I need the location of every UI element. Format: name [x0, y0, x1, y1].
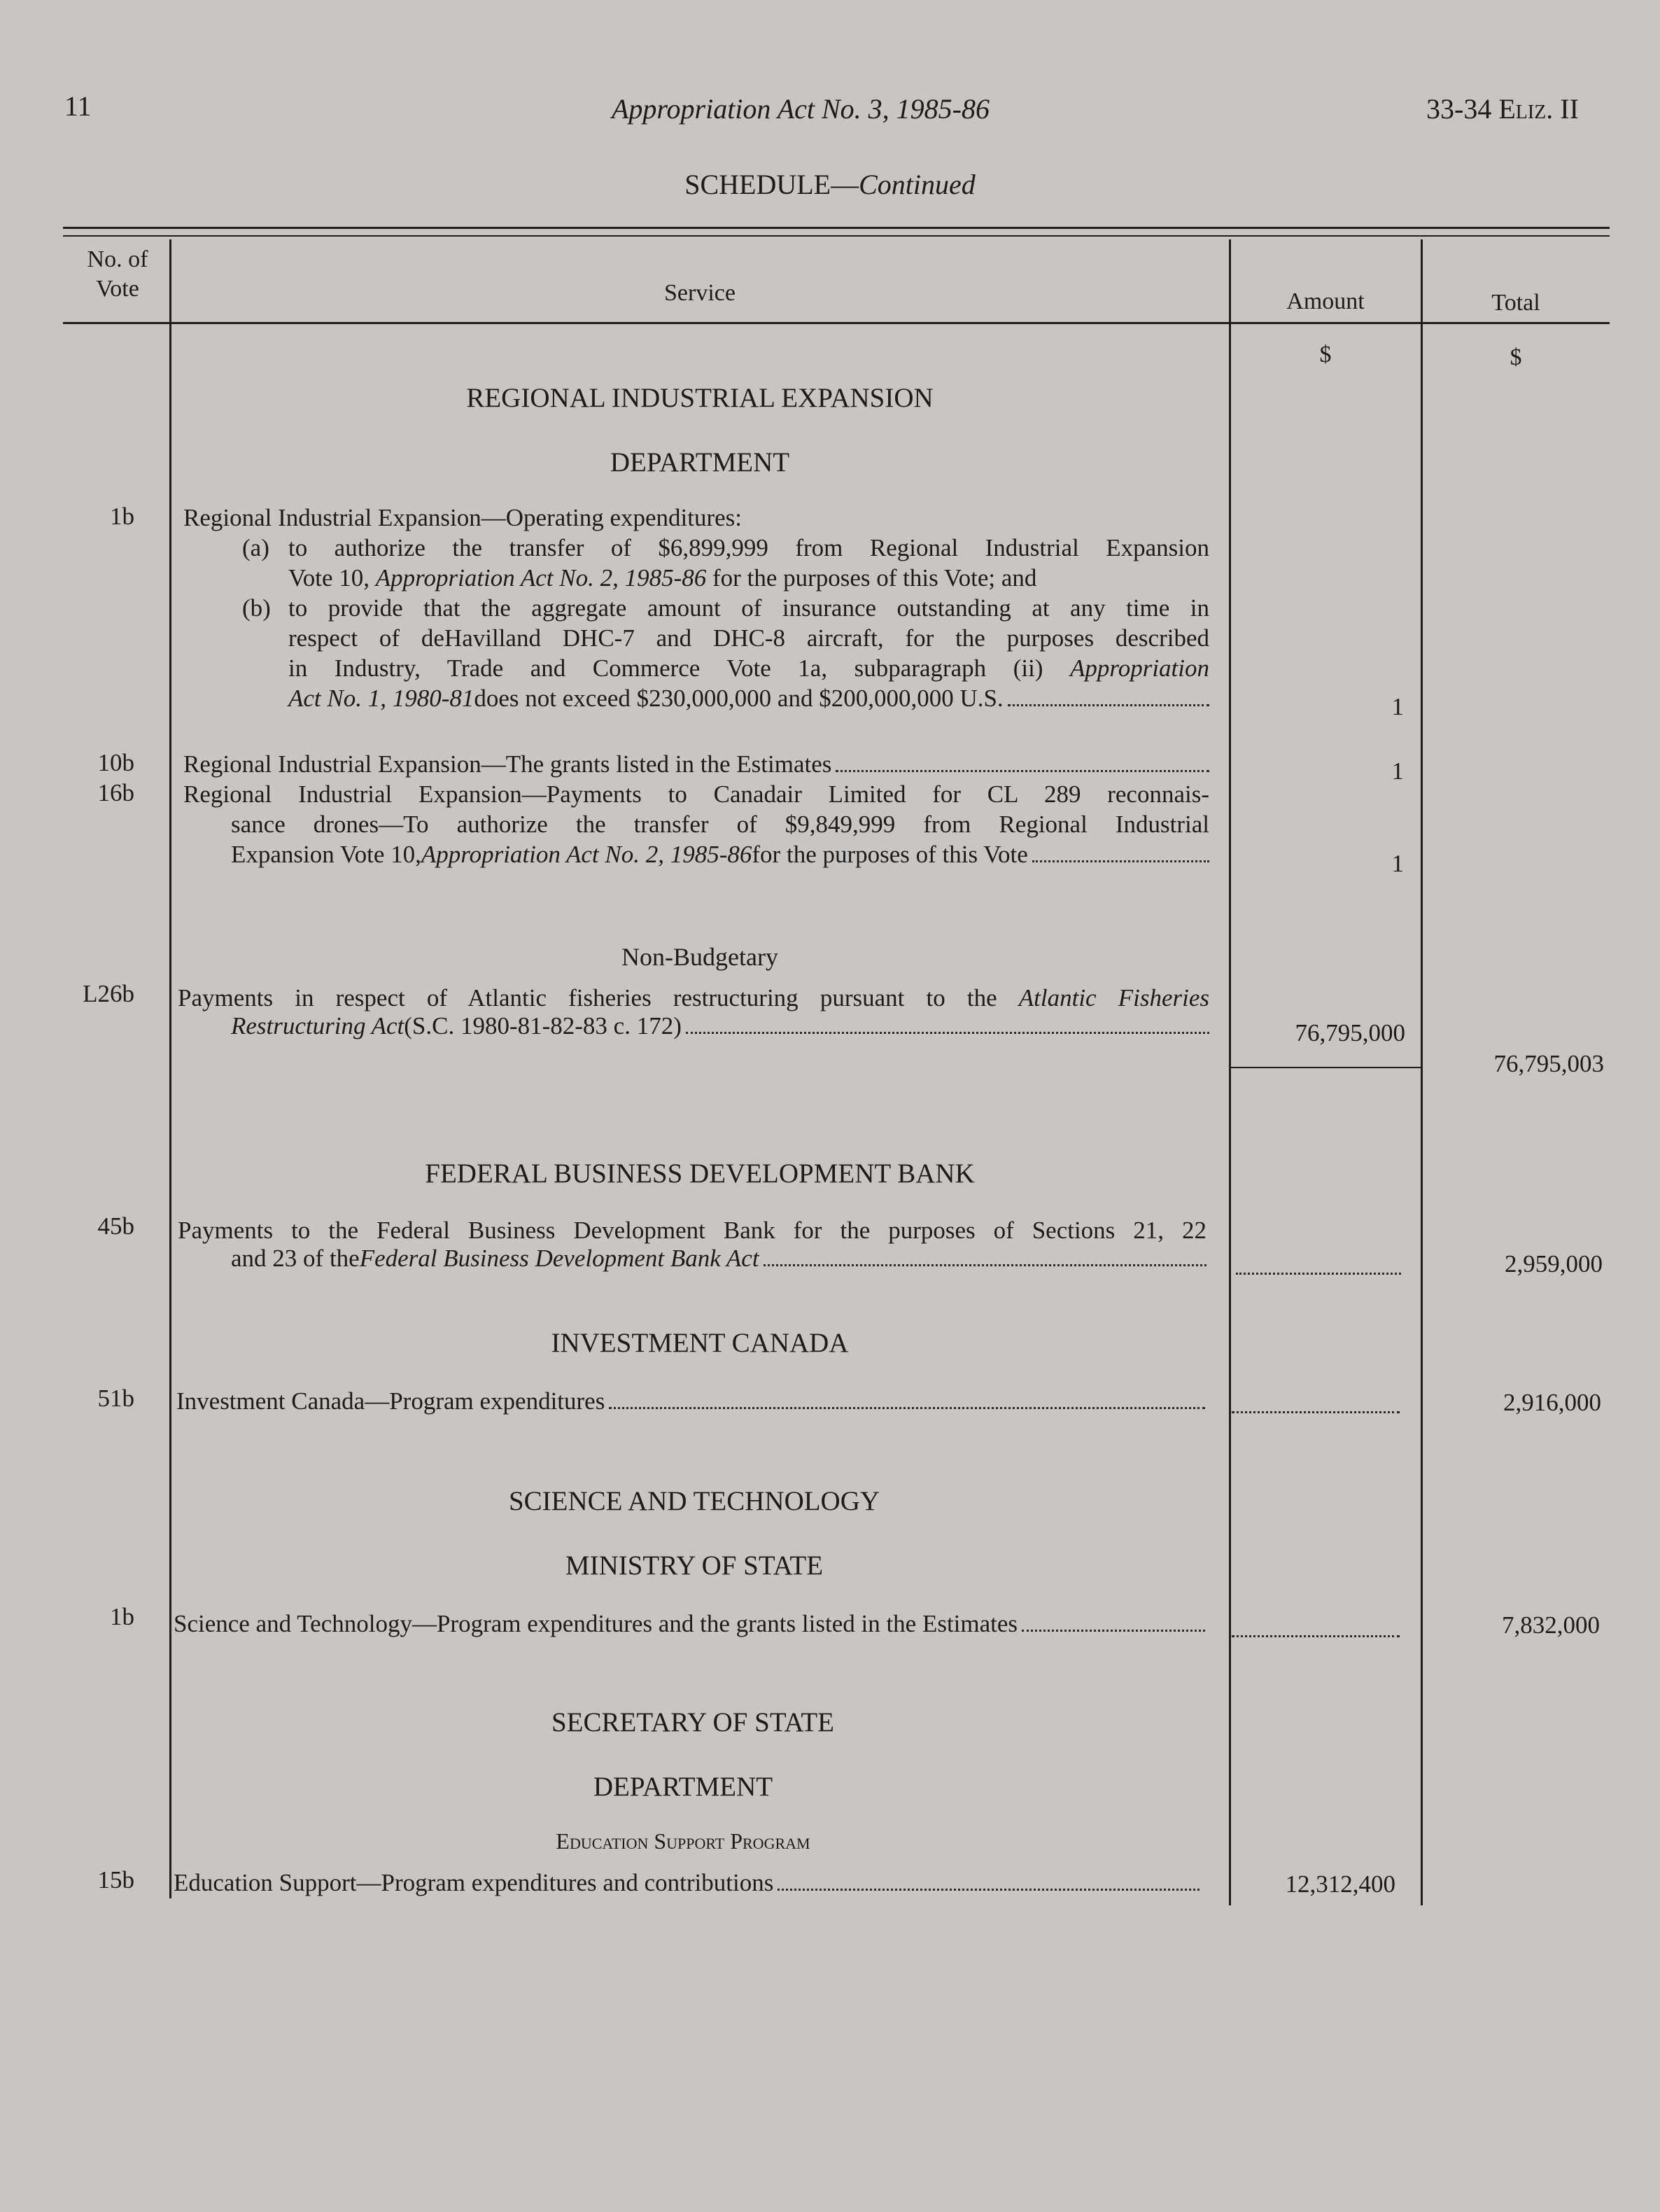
vote-number-l26b: L26b: [83, 980, 134, 1007]
column-header-amount: Amount: [1286, 288, 1365, 314]
dot-leader: [836, 762, 1209, 772]
regnal-year-sc: Eliz. II: [1498, 93, 1579, 125]
table-top-rule: [63, 227, 1610, 229]
total-currency: $: [1510, 344, 1522, 370]
entry-l26b-total: 76,795,003: [1493, 1050, 1604, 1077]
entry-1b-a-line2: [288, 563, 1036, 593]
entry-l26b-line2: [231, 1011, 1209, 1041]
column-header-total: Total: [1491, 290, 1540, 316]
entry-51b-label: Investment Canada—Program expenditures: [176, 1387, 605, 1415]
entry-16b-line1: Regional Industrial Expansion—Payments to Canadair Limited for CL 289 reconnais-: [183, 780, 1209, 808]
section-heading-science-technology: SCIENCE AND TECHNOLOGY: [508, 1486, 880, 1516]
vote-number-1b: 1b: [110, 503, 134, 530]
section-subheading-sos-department: DEPARTMENT: [593, 1772, 773, 1802]
entry-st-1b-text: [174, 1609, 1205, 1639]
amount-currency: $: [1319, 342, 1332, 368]
vote-number-45b: 45b: [97, 1212, 134, 1240]
section-heading-secretary-of-state: SECRETARY OF STATE: [551, 1707, 835, 1737]
regnal-year-prefix: 33-34: [1426, 93, 1499, 125]
section-heading-investment-canada: INVESTMENT CANADA: [551, 1328, 849, 1358]
entry-1b-b-line4-post: does not exceed $230,000,000 and $200,000,000 U.S.: [474, 685, 1004, 712]
table-header-rule: [63, 322, 1610, 324]
schedule-label: SCHEDULE—: [684, 169, 859, 200]
entry-st-1b-total: 7,832,000: [1502, 1611, 1600, 1639]
schedule-continued: Continued: [859, 169, 976, 200]
entry-1b-line1: Regional Industrial Expansion—Operating expenditures:: [183, 504, 743, 531]
entry-51b-amount-dots: [1232, 1403, 1400, 1413]
entry-l26b-line1-pre: Payments in respect of Atlantic fisheries restructuring pursuant to the: [178, 984, 1019, 1011]
entry-16b-line3: [231, 839, 1209, 869]
subtotal-rule: [1229, 1067, 1422, 1068]
entry-1b-b-line1: to provide that the aggregate amount of insurance outstanding at any time in: [288, 594, 1209, 622]
entry-1b-a-line2-post: for the purposes of this Vote; and: [706, 564, 1037, 592]
entry-15b-amount: 12,312,400: [1285, 1870, 1395, 1898]
entry-l26b-line1-italic: Atlantic Fisheries: [1018, 984, 1209, 1011]
entry-16b-line3-italic: Appropriation Act No. 2, 1985-86: [421, 841, 752, 868]
entry-1b-b-line3: [288, 653, 1209, 683]
vote-column-divider: [169, 239, 171, 1898]
entry-1b-a-line2-italic: Appropriation Act No. 2, 1985-86: [375, 564, 707, 592]
entry-1b-b-line2: respect of deHavilland DHC-7 and DHC-8 aircraft, for the purposes described: [288, 624, 1209, 652]
entry-15b-label: Education Support—Program expenditures and contributions: [174, 1869, 774, 1896]
column-header-vote: [69, 245, 167, 304]
entry-st-1b-label: Science and Technology—Program expenditures and the grants listed in the Estimates: [174, 1610, 1018, 1637]
section-heading-rie: REGIONAL INDUSTRIAL EXPANSION: [466, 383, 934, 413]
vote-number-st-1b: 1b: [110, 1603, 134, 1630]
entry-45b-total: 2,959,000: [1505, 1250, 1603, 1278]
page-number: 11: [64, 90, 92, 122]
entry-10b-text: [183, 749, 1209, 779]
vote-number-10b: 10b: [97, 749, 134, 776]
regnal-year: [1426, 92, 1579, 125]
amount-column-divider: [1229, 239, 1231, 1905]
act-title: Appropriation Act No. 3, 1985-86: [612, 93, 990, 125]
column-header-vote-line1: No. of: [87, 246, 148, 272]
entry-16b-line3-pre: Expansion Vote 10,: [231, 841, 421, 868]
dot-leader: [1032, 852, 1209, 862]
entry-10b-label: Regional Industrial Expansion—The grants listed in the Estimates: [183, 750, 832, 778]
dot-leader: [1022, 1621, 1205, 1632]
entry-16b-line3-post: for the purposes of this Vote: [752, 841, 1028, 868]
vote-number-51b: 51b: [97, 1385, 134, 1412]
entry-1b-a-line1: to authorize the transfer of $6,899,999 from Regional Industrial Expansion: [288, 534, 1209, 561]
entry-10b-amount: 1: [1391, 757, 1404, 785]
vote-number-15b: 15b: [97, 1866, 134, 1893]
dot-leader: [778, 1880, 1200, 1891]
entry-51b-total: 2,916,000: [1503, 1389, 1601, 1416]
entry-1b-b-line4-italic: Act No. 1, 1980-81: [288, 685, 474, 712]
dot-leader: [609, 1399, 1205, 1409]
entry-15b-text: [174, 1868, 1200, 1898]
entry-1b-a-line2-pre: Vote 10,: [288, 564, 376, 592]
dot-leader: [1008, 696, 1209, 706]
section-subheading-ministry-of-state: MINISTRY OF STATE: [565, 1550, 824, 1581]
entry-l26b-line2-post: (S.C. 1980-81-82-83 c. 172): [404, 1012, 682, 1040]
section-subheading-rie-department: DEPARTMENT: [610, 447, 790, 477]
entry-1b-b-label: (b): [242, 594, 271, 622]
entry-45b-line1: Payments to the Federal Business Development Bank for the purposes of Sections 21, 22: [178, 1217, 1207, 1244]
entry-1b-b-line3-italic: Appropriation: [1070, 654, 1209, 682]
entry-45b-amount-dots: [1236, 1264, 1401, 1275]
dot-leader: [764, 1256, 1207, 1266]
entry-l26b-amount: 76,795,000: [1295, 1019, 1405, 1046]
entry-16b-amount: 1: [1391, 850, 1404, 877]
vote-number-16b: 16b: [97, 779, 134, 806]
entry-l26b-line2-italic: Restructuring Act: [231, 1012, 405, 1040]
entry-1b-a-label: (a): [242, 534, 269, 561]
section-subheading-non-budgetary: Non-Budgetary: [621, 943, 778, 971]
section-heading-fbdb: FEDERAL BUSINESS DEVELOPMENT BANK: [425, 1158, 975, 1189]
entry-16b-line2: sance drones—To authorize the transfer of $9,849,999 from Regional Industrial: [231, 811, 1209, 838]
entry-1b-b-line4: [288, 683, 1209, 713]
entry-1b-amount: 1: [1391, 693, 1404, 720]
section-subheading-education-support-program: Education Support Program: [556, 1828, 810, 1854]
entry-45b-line2-pre: and 23 of the: [231, 1245, 360, 1272]
table-top-rule-inner: [63, 235, 1610, 237]
column-header-vote-line2: Vote: [96, 276, 139, 302]
dot-leader: [686, 1023, 1209, 1034]
entry-l26b-line1: [178, 983, 1209, 1013]
entry-45b-line2: [231, 1243, 1207, 1273]
entry-st-1b-amount-dots: [1232, 1627, 1400, 1637]
entry-51b-text: [176, 1386, 1205, 1416]
column-header-service: Service: [664, 280, 736, 306]
entry-45b-line2-italic: Federal Business Development Bank Act: [359, 1245, 759, 1272]
schedule-title: [0, 168, 1660, 201]
entry-1b-b-line3-pre: in Industry, Trade and Commerce Vote 1a, subparagraph (ii): [288, 654, 1070, 682]
